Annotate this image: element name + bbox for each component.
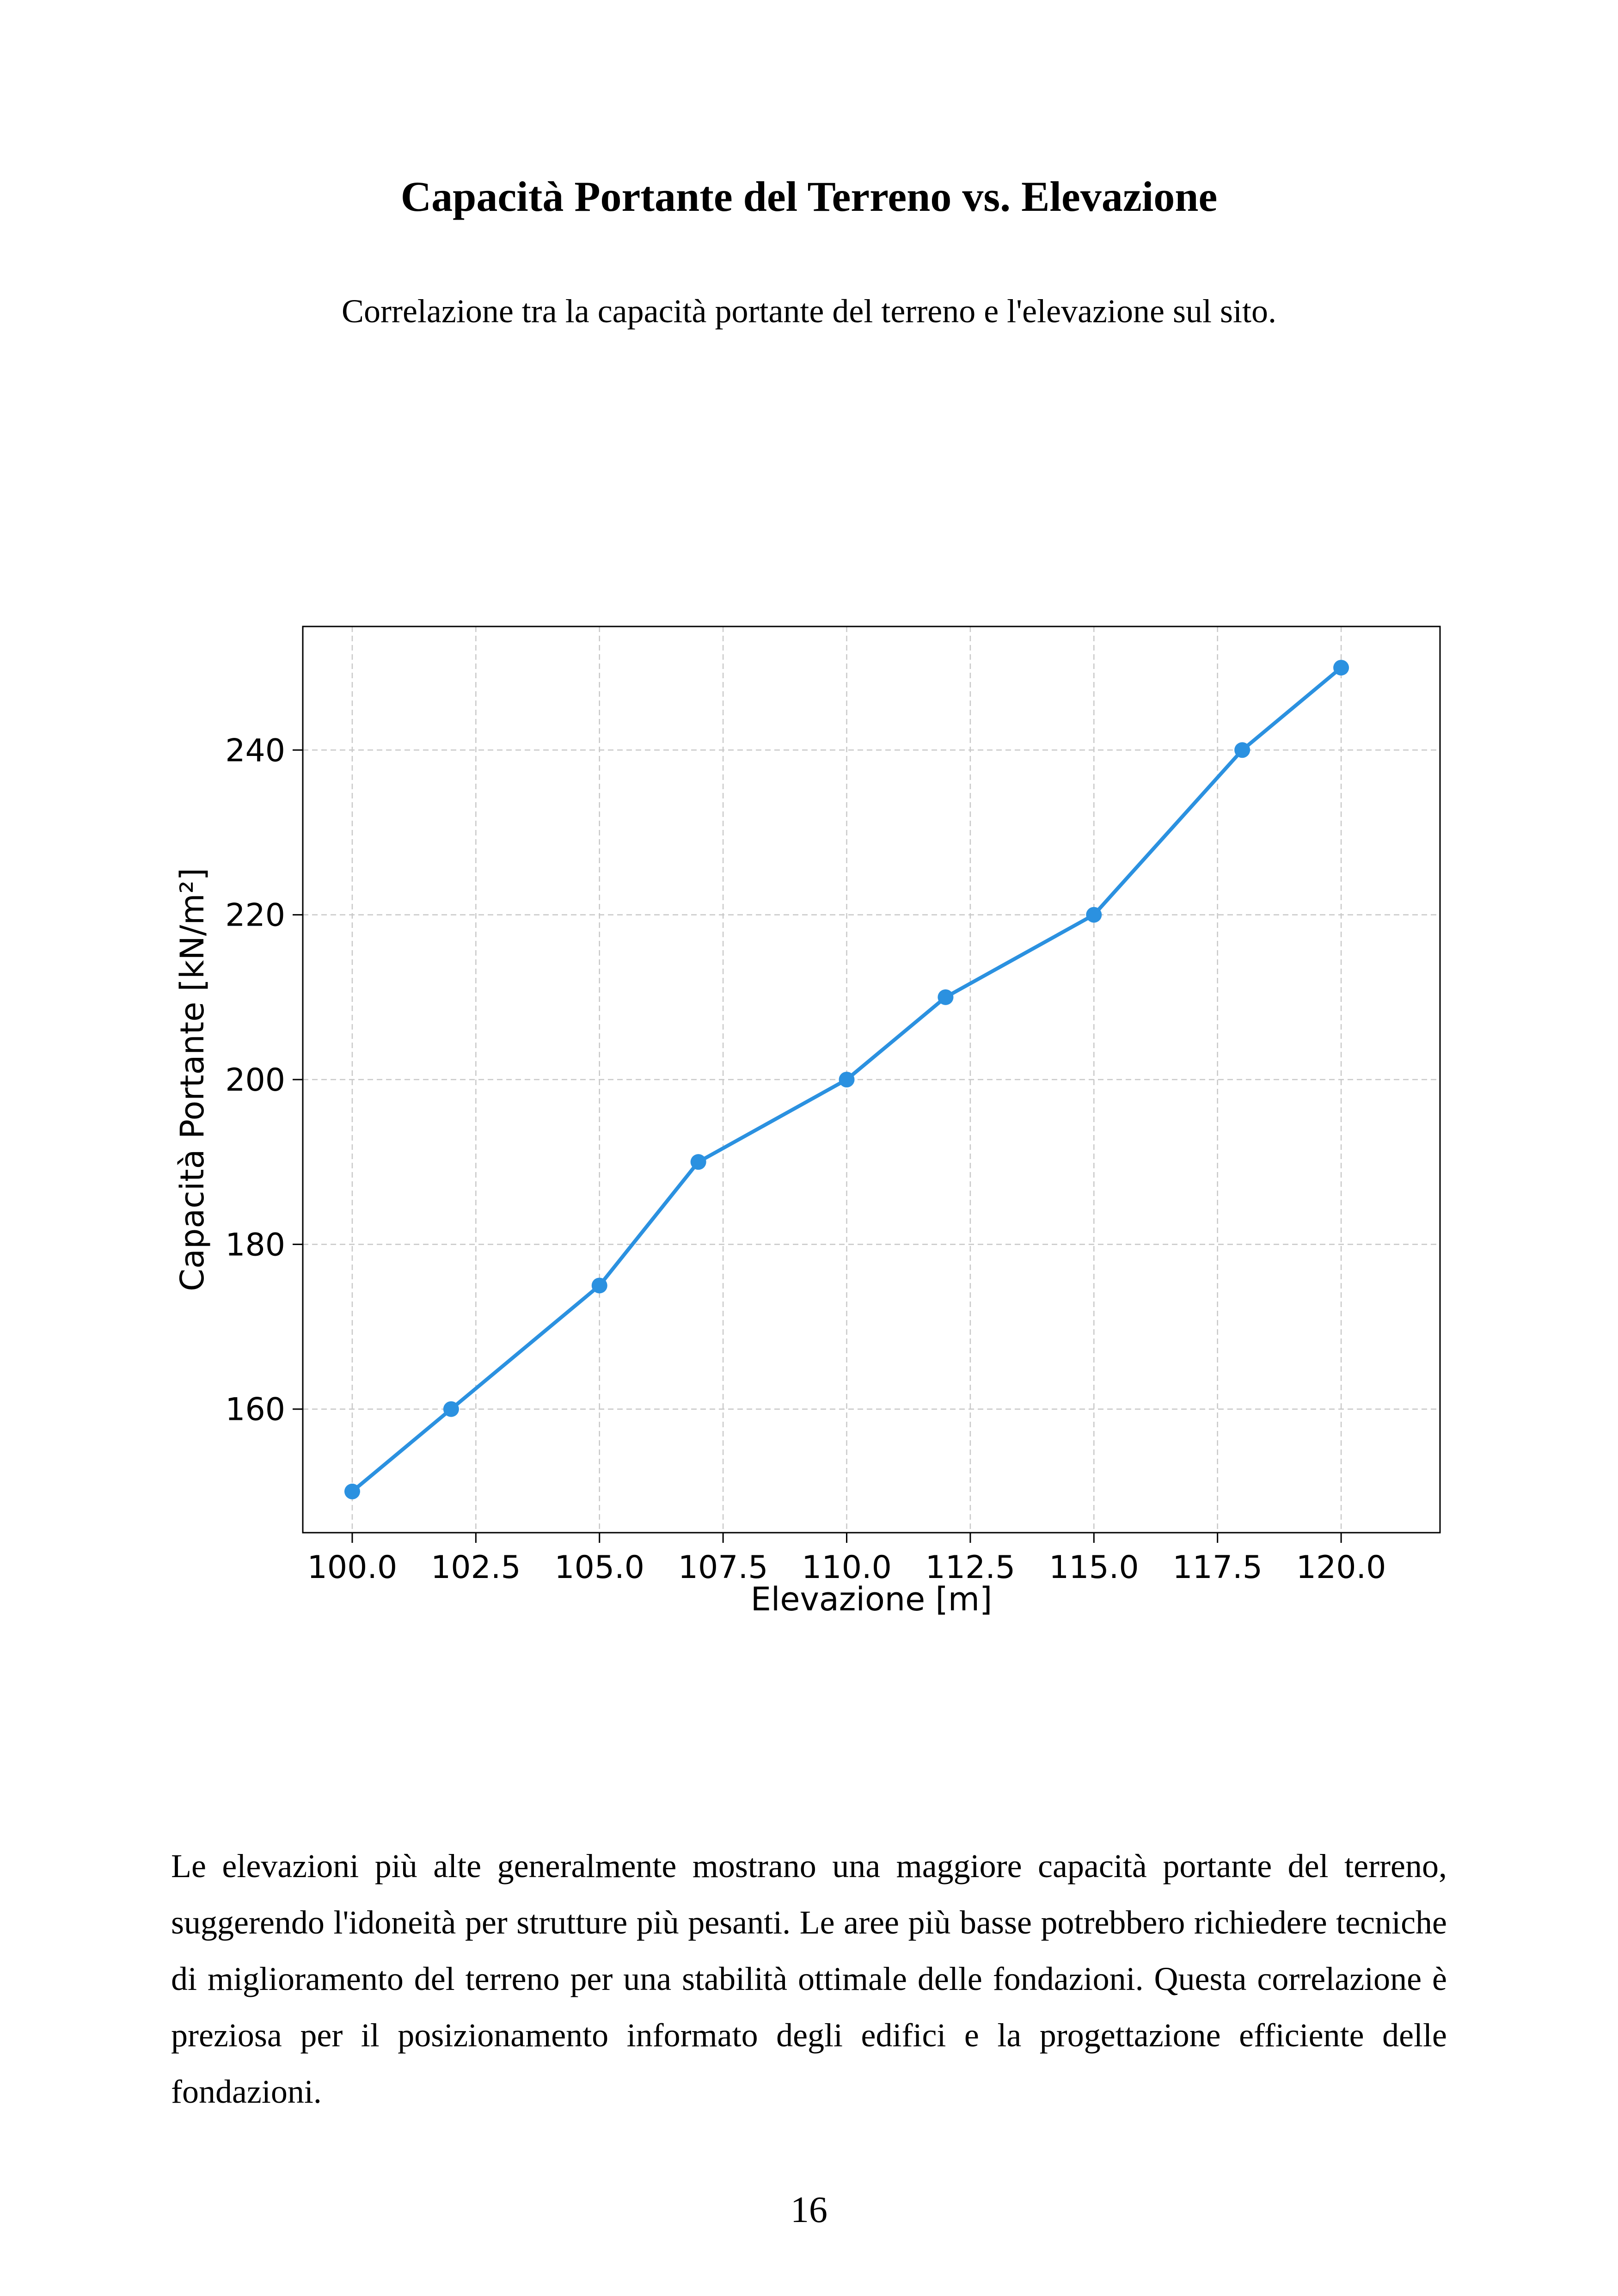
data-point — [839, 1072, 855, 1087]
data-point — [1333, 660, 1349, 675]
data-point — [691, 1154, 706, 1170]
data-point — [1086, 907, 1102, 923]
x-tick-label: 112.5 — [925, 1549, 1016, 1586]
x-tick-label: 102.5 — [431, 1549, 521, 1586]
y-tick-label: 240 — [225, 732, 285, 769]
x-tick-label: 115.0 — [1048, 1549, 1139, 1586]
data-point — [938, 989, 953, 1005]
data-point — [344, 1484, 360, 1499]
page-subtitle: Correlazione tra la capacità portante del terreno e l'elevazione sul sito. — [341, 293, 1276, 330]
y-tick-label: 160 — [225, 1391, 285, 1428]
y-tick-label: 200 — [225, 1062, 285, 1099]
data-point — [1234, 742, 1250, 758]
y-axis-label: Capacità Portante [kN/m²] — [173, 868, 211, 1291]
x-tick-label: 120.0 — [1296, 1549, 1386, 1586]
axis-labels — [173, 868, 992, 1618]
y-tick-label: 220 — [225, 897, 285, 934]
x-tick-label: 107.5 — [678, 1549, 768, 1586]
x-tick-label: 117.5 — [1172, 1549, 1263, 1586]
axis-ticks — [225, 732, 1386, 1586]
page-title: Capacità Portante del Terreno vs. Elevazione — [400, 173, 1218, 220]
grid-lines — [303, 626, 1440, 1533]
x-tick-label: 110.0 — [802, 1549, 892, 1586]
data-point — [443, 1401, 459, 1417]
data-point — [592, 1277, 607, 1293]
y-tick-label: 180 — [225, 1227, 285, 1264]
body-paragraph: Le elevazioni più alte generalmente mostrano una maggiore capacità portante del terreno, suggerendo l'idoneità per strutture più pesanti. Le aree più basse potrebbero richiedere tecniche di miglioramento del terreno per una stabilità ottimale delle fondazioni. Questa correlazione è preziosa per il posizionamento informato degli edifici e la progettazione efficiente delle fondazioni. — [171, 1848, 1447, 2110]
x-tick-label: 105.0 — [554, 1549, 645, 1586]
x-axis-label: Elevazione [m] — [750, 1580, 993, 1618]
page-number: 16 — [791, 2190, 827, 2230]
x-tick-label: 100.0 — [307, 1549, 398, 1586]
